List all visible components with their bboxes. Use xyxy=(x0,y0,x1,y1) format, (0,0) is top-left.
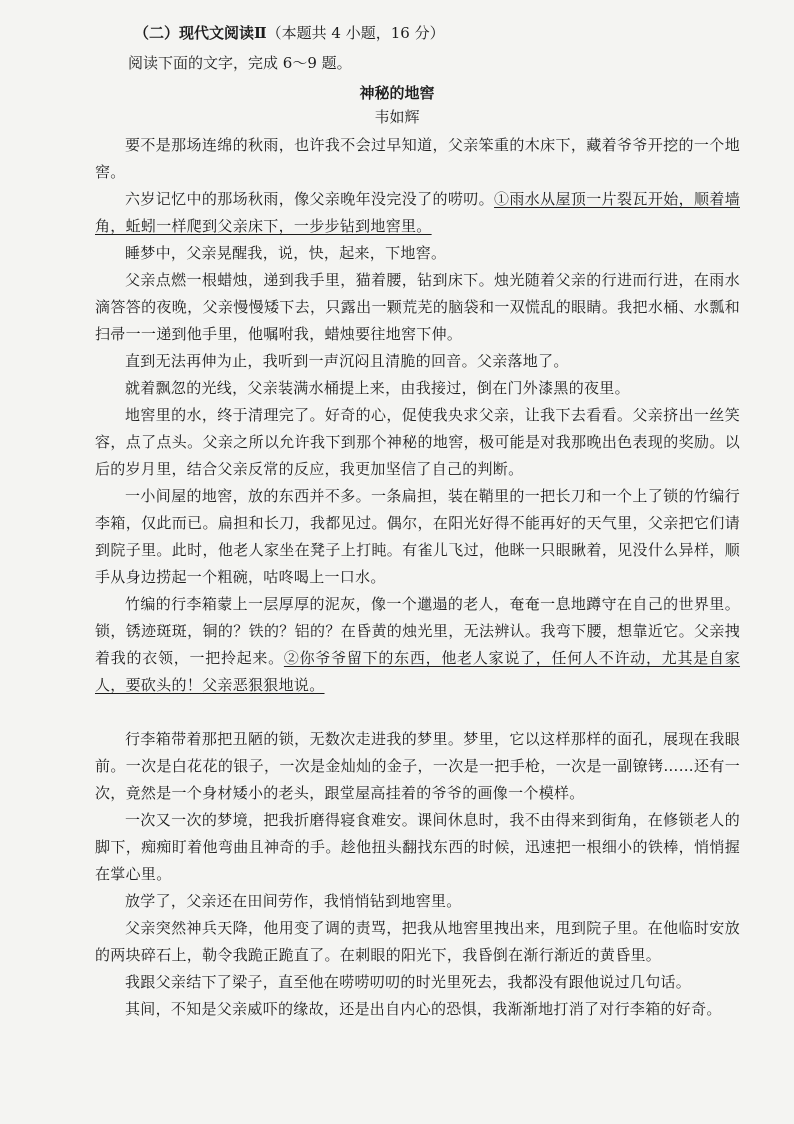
underlined-sentence-1: ①雨水从屋顶一片裂瓦开始，顺着墙角，蚯蚓一样爬到父亲床下，一步步钻到地窖里。 xyxy=(95,190,740,235)
section-note: （本题共 4 小题，16 分） xyxy=(266,24,445,42)
paragraph-1: 要不是那场连绵的秋雨，也许我不会过早知道，父亲笨重的木床下，藏着爷爷开挖的一个地窖。 xyxy=(95,136,740,181)
paragraph-6: 就着飘忽的光线，父亲装满水桶提上来，由我接过，倒在门外漆黑的夜里。 xyxy=(125,379,630,397)
paragraph-8: 一小间屋的地窖，放的东西并不多。一条扁担，装在鞘里的一把长刀和一个上了锁的竹编行李箱，仅此而已。扁担和长刀，我都见过。偶尔，在阳光好得不能再好的天气里，父亲把它们请到院子里。此时，他老人家坐在凳子上打盹。有雀儿飞过，他眯一只眼瞅着，见没什么异样，顺手从身边捞起一个粗碗，咕咚喝上一口水。 xyxy=(95,487,740,586)
paragraph-5: 直到无法再伸为止，我听到一声沉闷且清脆的回音。父亲落地了。 xyxy=(125,352,569,370)
paragraph-2-text: 六岁记忆中的那场秋雨，像父亲晚年没完没了的唠叨。 xyxy=(125,190,495,208)
paragraph-3: 睡梦中，父亲晃醒我，说，快，起来，下地窖。 xyxy=(125,244,447,262)
paragraph-13: 父亲突然神兵天降，他用变了调的责骂，把我从地窖里拽出来，甩到院子里。在他临时安放的两块碎石上，勒令我跪正跪直了。在刺眼的阳光下，我昏倒在渐行渐近的黄昏里。 xyxy=(95,919,740,964)
paragraph-15: 其间，不知是父亲威吓的缘故，还是出自内心的恐惧，我渐渐地打消了对行李箱的好奇。 xyxy=(125,1000,722,1018)
article-author: 韦如辉 xyxy=(374,108,420,126)
paragraph-14: 我跟父亲结下了梁子，直至他在唠唠叨叨的时光里死去，我都没有跟他说过几句话。 xyxy=(125,973,692,991)
paragraph-7: 地窖里的水，终于清理完了。好奇的心，促使我央求父亲，让我下去看看。父亲挤出一丝笑容，点了点头。父亲之所以允许我下到那个神秘的地窖，极可能是对我那晚出色表现的奖励。以后的岁月里，结合父亲反常的反应，我更加坚信了自己的判断。 xyxy=(95,406,740,478)
paragraph-12: 放学了，父亲还在田间劳作，我悄悄钻到地窖里。 xyxy=(125,892,462,910)
paragraph-4: 父亲点燃一根蜡烛，递到我手里，猫着腰，钻到床下。烛光随着父亲的行进而行进，在雨水滴答答的夜晚，父亲慢慢矮下去，只露出一颗荒芜的脑袋和一双慌乱的眼睛。我把水桶、水瓢和扫帚一一递到他手里，他嘱咐我，蜡烛要往地窖下伸。 xyxy=(95,271,740,343)
paragraph-10: 行李箱带着那把丑陋的锁，无数次走进我的梦里。梦里，它以这样那样的面孔，展现在我眼前。一次是白花花的银子，一次是金灿灿的金子，一次是一把手枪，一次是一副镣铐……还有一次，竟然是一个身材矮小的老头，跟堂屋高挂着的爷爷的画像一个模样。 xyxy=(95,730,740,802)
paragraph-2 xyxy=(95,186,740,240)
article-title: 神秘的地窖 xyxy=(359,84,435,102)
paragraph-9-text: 竹编的行李箱蒙上一层厚厚的泥灰，像一个邋遢的老人，奄奄一息地蹲守在自己的世界里。锁，锈迹斑斑，铜的？铁的？铝的？在昏黄的烛光里，无法辨认。我弯下腰，想靠近它。父亲拽着我的衣领，一把拎起来。 xyxy=(95,595,740,667)
section-title xyxy=(134,22,445,43)
underlined-sentence-2: ②你爷爷留下的东西，他老人家说了，任何人不许动，尤其是自家人，要砍头的！父亲恶狠狠地说。 xyxy=(95,649,741,694)
paragraph-11: 一次又一次的梦境，把我折磨得寝食难安。课间休息时，我不由得来到街角，在修锁老人的脚下，痴痴盯着他弯曲且神奇的手。趁他扭头翻找东西的时候，迅速把一根细小的铁棒，悄悄握在掌心里。 xyxy=(95,811,740,883)
section-heading: （二）现代文阅读Ⅱ xyxy=(134,24,267,42)
reading-instruction: 阅读下面的文字，完成 6～9 题。 xyxy=(128,54,352,72)
paragraph-9 xyxy=(95,591,740,699)
